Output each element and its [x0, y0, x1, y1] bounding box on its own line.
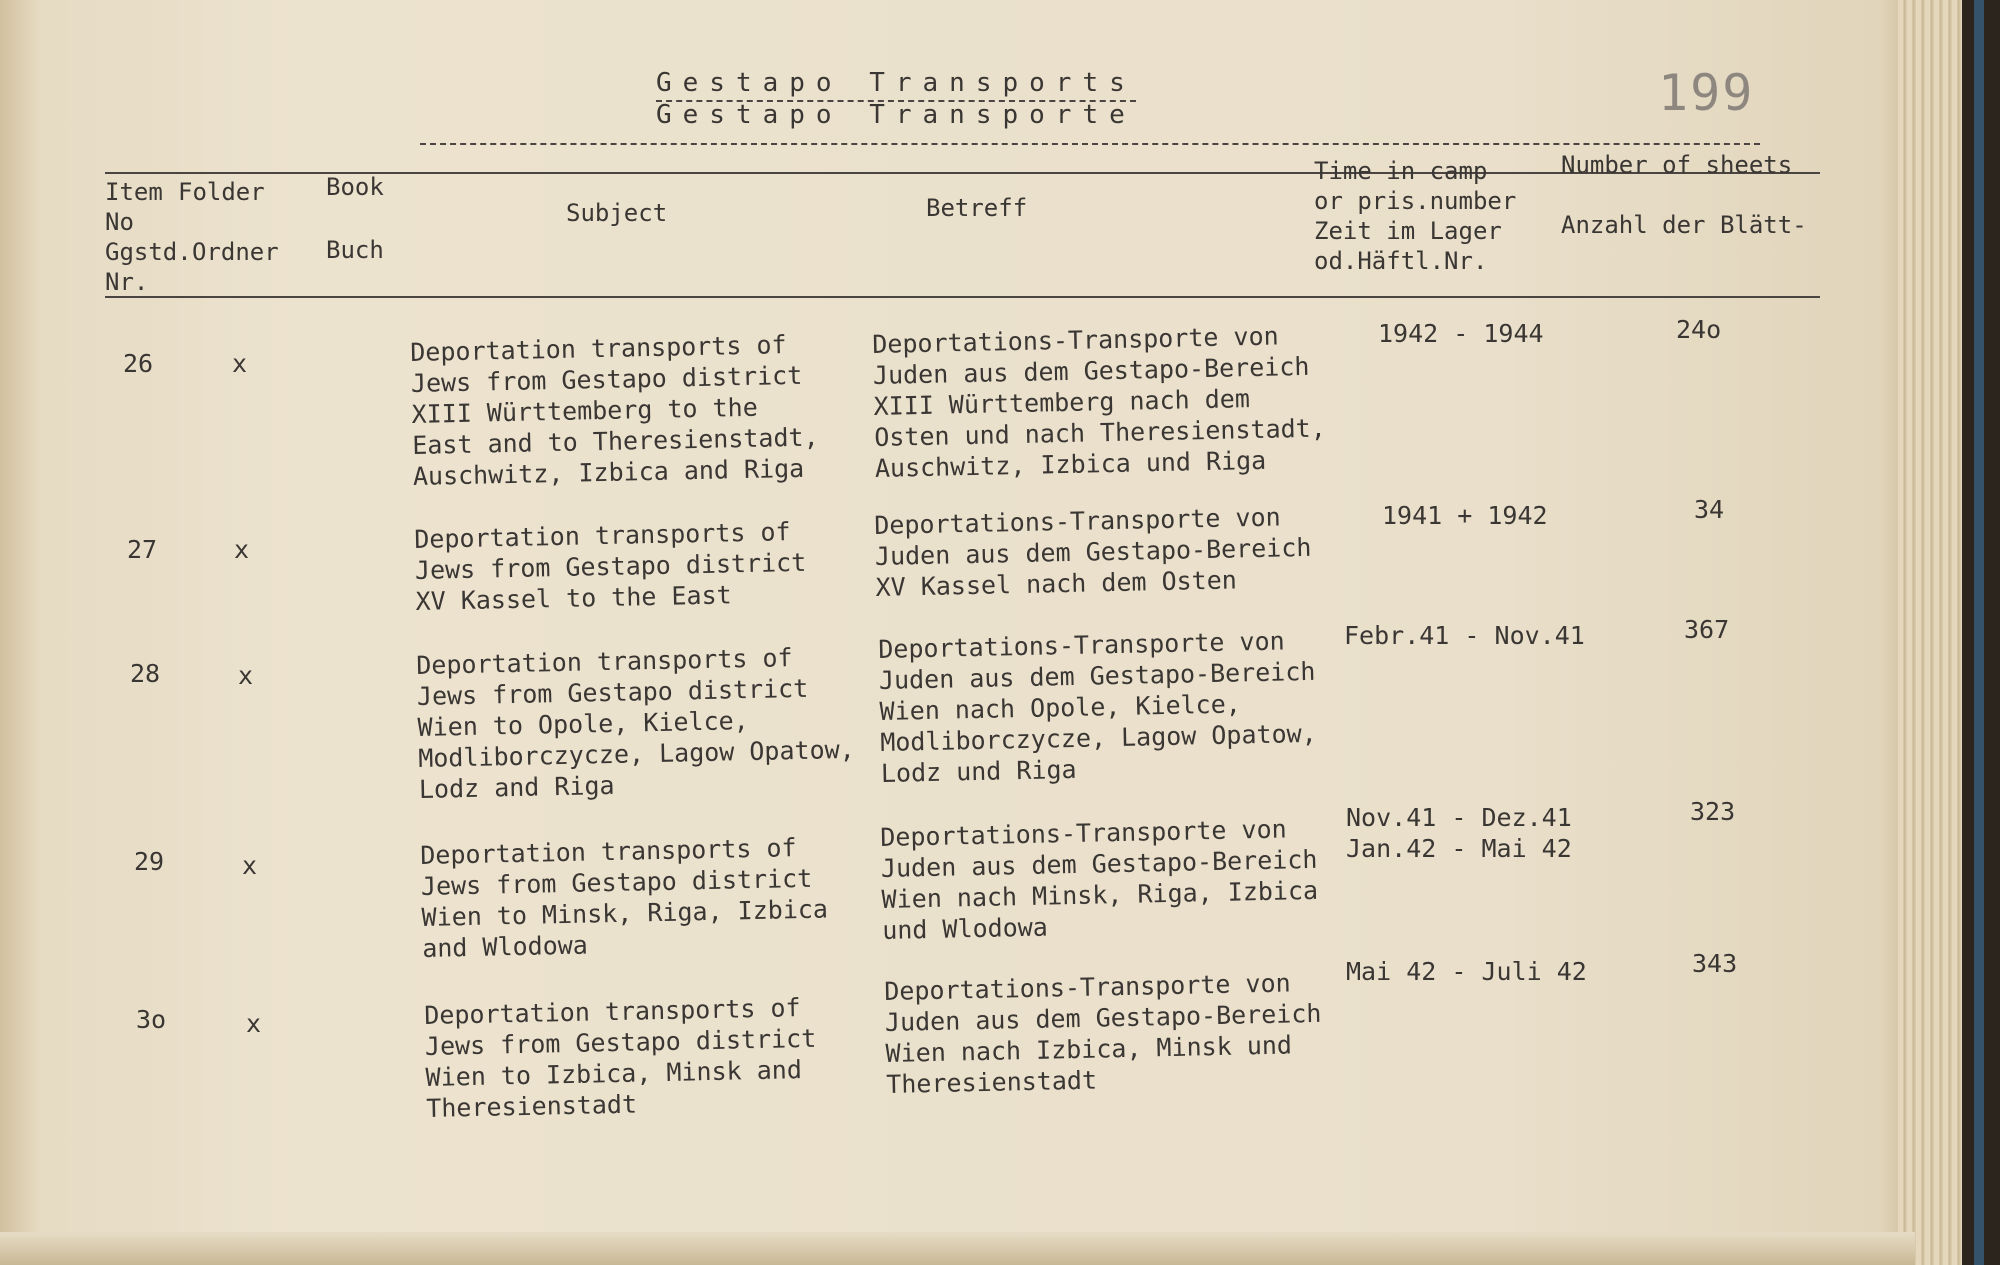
time-line: Jan.42 - Mai 42 — [1346, 834, 1572, 863]
subject-line: XIII Württemberg to the — [411, 392, 759, 429]
header-item-line: Nr. — [105, 268, 149, 296]
subject-line: Jews from Gestapo district — [416, 673, 809, 711]
header-book: Book — [326, 173, 384, 201]
betreff-line: Juden aus dem Gestapo-Bereich — [878, 656, 1316, 695]
header-time-line: Time in camp — [1314, 157, 1488, 185]
betreff-line: Lodz und Riga — [880, 754, 1077, 788]
header-ordner: Ordner — [192, 238, 279, 266]
page-title-english: Gestapo Transports — [656, 68, 1136, 102]
subject-line: Modliborczycze, Lagow Opatow, — [417, 734, 855, 773]
row-subject — [420, 831, 829, 963]
book-cover-strip — [1974, 0, 1984, 1265]
header-item-line: Item — [105, 178, 163, 206]
betreff-line: Auschwitz, Izbica und Riga — [874, 445, 1267, 483]
page-title-german: Gestapo Transporte — [656, 100, 1136, 130]
row-folder-mark: x — [234, 535, 250, 564]
row-time — [1346, 802, 1572, 864]
row-item-number: 26 — [123, 349, 154, 378]
row-subject — [424, 992, 818, 1124]
row-sheets: 343 — [1692, 949, 1738, 978]
subject-line: Deportation transports of — [416, 643, 793, 680]
subject-line: Deportation transports of — [414, 517, 791, 554]
betreff-line: Juden aus dem Gestapo-Bereich — [872, 351, 1310, 390]
subject-line: Deportation transports of — [424, 993, 801, 1030]
header-time-line: or pris.number — [1314, 187, 1517, 215]
header-time-line: Zeit im Lager — [1314, 217, 1502, 245]
row-item-number: 29 — [134, 847, 165, 876]
title-underline — [420, 143, 1760, 145]
row-sheets: 323 — [1690, 797, 1736, 826]
row-time: Mai 42 - Juli 42 — [1346, 957, 1587, 986]
row-betreff — [874, 501, 1312, 603]
row-time: 1942 - 1944 — [1378, 319, 1544, 348]
header-subject: Subject — [566, 199, 668, 227]
page-bottom-shadow — [0, 1232, 1915, 1265]
subject-line: Deportation transports of — [410, 330, 787, 367]
betreff-line: Osten und nach Theresienstadt, — [873, 413, 1327, 452]
row-sheets: 24o — [1676, 315, 1722, 344]
betreff-line: und Wlodowa — [881, 912, 1049, 945]
row-time: 1941 + 1942 — [1382, 501, 1548, 530]
header-time-line: od.Häftl.Nr. — [1314, 247, 1488, 275]
subject-line: and Wlodowa — [421, 930, 589, 963]
betreff-line: Wien nach Opole, Kielce, — [879, 689, 1242, 726]
subject-line: Wien to Opole, Kielce, — [417, 706, 749, 742]
row-folder-mark: x — [238, 661, 254, 690]
page-number: 199 — [1658, 64, 1755, 122]
header-buch: Buch — [326, 236, 384, 264]
betreff-line: Juden aus dem Gestapo-Bereich — [880, 844, 1318, 883]
betreff-line: XV Kassel nach dem Osten — [875, 565, 1238, 602]
betreff-line: Wien nach Minsk, Riga, Izbica — [881, 875, 1319, 914]
header-sheets: Number of sheets — [1561, 151, 1793, 179]
row-betreff — [872, 320, 1327, 484]
subject-line: East and to Theresienstadt, — [411, 422, 819, 460]
header-blaetter: Anzahl der Blätt- — [1561, 211, 1807, 239]
subject-line: Lodz and Riga — [418, 770, 615, 804]
subject-line: Auschwitz, Izbica and Riga — [412, 453, 805, 491]
row-item-number: 3o — [136, 1005, 167, 1034]
row-folder-mark: x — [242, 851, 258, 880]
betreff-line: Wien nach Izbica, Minsk und — [885, 1030, 1293, 1068]
row-subject — [414, 516, 807, 617]
row-betreff — [880, 813, 1319, 946]
header-item-line: Ggstd. — [105, 238, 192, 266]
time-line: Nov.41 - Dez.41 — [1346, 803, 1572, 832]
subject-line: Theresienstadt — [425, 1089, 638, 1123]
subject-line: Wien to Izbica, Minsk and — [425, 1055, 803, 1092]
subject-line: Deportation transports of — [420, 833, 797, 870]
header-time — [1314, 156, 1516, 276]
row-subject — [410, 328, 820, 491]
betreff-line: Juden aus dem Gestapo-Bereich — [874, 532, 1312, 571]
header-bottom-rule — [105, 296, 1820, 298]
betreff-line: Deportations-Transporte von — [884, 968, 1291, 1006]
betreff-line: Modliborczycze, Lagow Opatow, — [879, 718, 1317, 757]
row-time: Febr.41 - Nov.41 — [1344, 621, 1585, 650]
header-item-line: No — [105, 208, 134, 236]
row-folder-mark: x — [232, 349, 248, 378]
row-item-number: 27 — [127, 535, 158, 564]
betreff-line: Deportations-Transporte von — [880, 814, 1287, 852]
betreff-line: Juden aus dem Gestapo-Bereich — [884, 998, 1322, 1037]
subject-line: Jews from Gestapo district — [410, 360, 803, 398]
betreff-line: Theresienstadt — [885, 1065, 1098, 1099]
subject-line: XV Kassel to the East — [415, 580, 732, 616]
betreff-line: XIII Württemberg nach dem — [873, 384, 1251, 421]
header-folder: Folder — [178, 178, 265, 206]
row-sheets: 34 — [1694, 495, 1725, 524]
row-betreff — [884, 967, 1323, 1100]
row-folder-mark: x — [246, 1009, 262, 1038]
row-betreff — [878, 625, 1318, 789]
betreff-line: Deportations-Transporte von — [872, 321, 1279, 359]
subject-line: Wien to Minsk, Riga, Izbica — [421, 894, 829, 932]
betreff-line: Deportations-Transporte von — [874, 502, 1281, 540]
subject-line: Jews from Gestapo district — [414, 547, 807, 585]
row-subject — [416, 641, 856, 805]
row-sheets: 367 — [1684, 615, 1730, 644]
betreff-line: Deportations-Transporte von — [878, 626, 1285, 664]
row-item-number: 28 — [130, 659, 161, 688]
subject-line: Jews from Gestapo district — [424, 1023, 817, 1061]
header-betreff: Betreff — [926, 194, 1028, 222]
subject-line: Jews from Gestapo district — [420, 863, 813, 901]
